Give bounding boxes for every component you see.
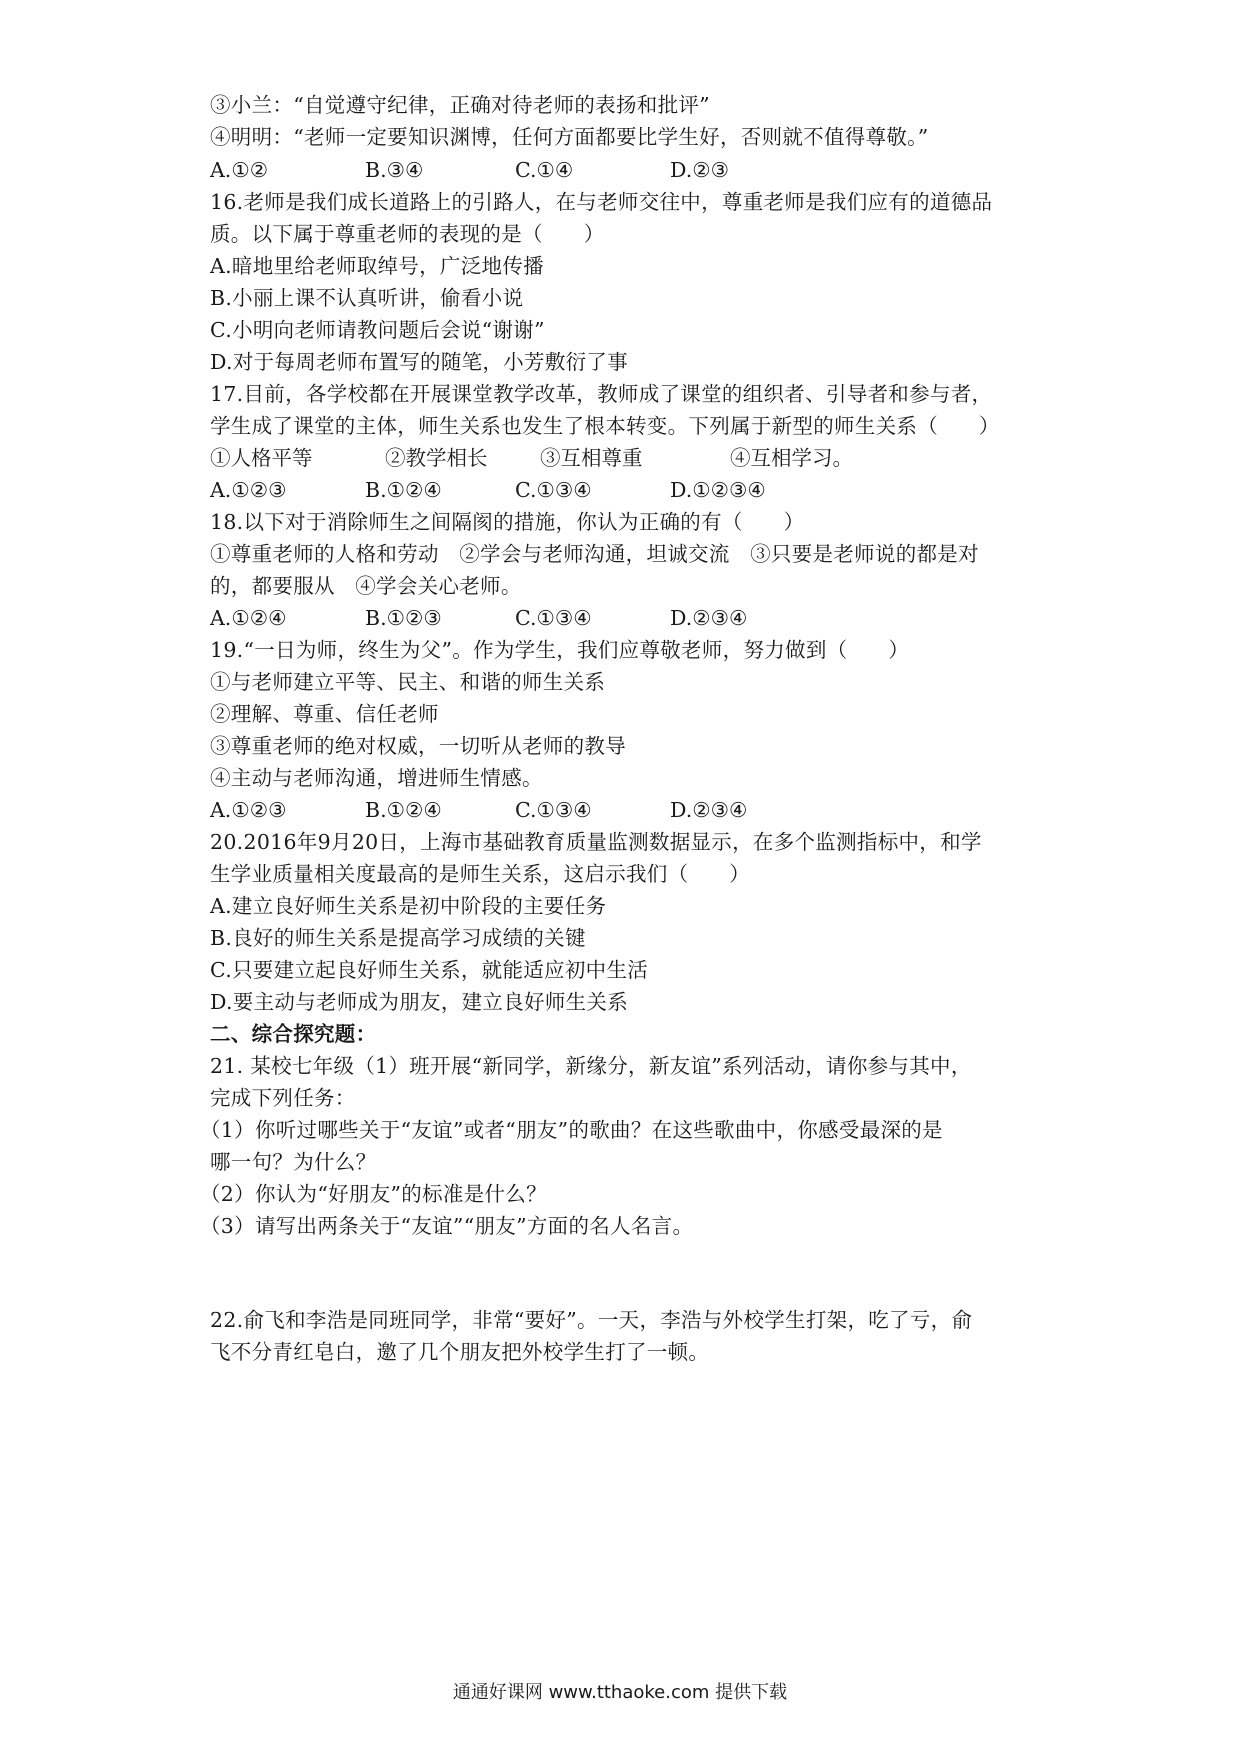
q18-items-line-1: ①尊重老师的人格和劳动 ②学会与老师沟通，坦诚交流 ③只要是老师说的都是对 [210, 542, 979, 566]
q17-stem-line-2: 学生成了课堂的主体，师生关系也发生了根本转变。下列属于新型的师生关系（ ） [210, 414, 1000, 438]
q18-items-line-2: 的，都要服从 ④学会关心老师。 [210, 574, 522, 598]
q15-option-d: D.②③ [670, 158, 729, 182]
section-2-heading: 二、综合探究题： [210, 1022, 377, 1046]
q20-stem-line-1: 20.2016年9月20日，上海市基础教育质量监测数据显示，在多个监测指标中，和学 [210, 830, 982, 854]
q15-item-3: ③小兰：“自觉遵守纪律，正确对待老师的表扬和批评” [210, 93, 710, 117]
q21-sub-1-line-1: （1）你听过哪些关于“友谊”或者“朋友”的歌曲？在这些歌曲中，你感受最深的是 [200, 1118, 943, 1142]
q15-item-4: ④明明：“老师一定要知识渊博，任何方面都要比学生好，否则就不值得尊敬。” [210, 125, 929, 149]
q17-item-4: ④互相学习。 [730, 446, 853, 470]
q18-option-c: C.①③④ [515, 606, 592, 630]
q18-option-b: B.①②③ [365, 606, 442, 630]
q21-sub-1-line-2: 哪一句？为什么？ [210, 1150, 377, 1174]
q19-option-d: D.②③④ [670, 798, 748, 822]
q19-item-3: ③尊重老师的绝对权威，一切听从老师的教导 [210, 734, 626, 758]
q18-stem: 18.以下对于消除师生之间隔阂的措施，你认为正确的有（ ） [210, 510, 805, 534]
q19-stem: 19.“一日为师，终生为父”。作为学生，我们应尊敬老师，努力做到（ ） [210, 638, 910, 662]
q20-option-a: A.建立良好师生关系是初中阶段的主要任务 [210, 894, 607, 918]
q17-stem-line-1: 17.目前，各学校都在开展课堂教学改革，教师成了课堂的组织者、引导者和参与者， [210, 382, 993, 406]
q19-item-2: ②理解、尊重、信任老师 [210, 702, 439, 726]
q17-item-1: ①人格平等 [210, 446, 313, 470]
q17-item-2: ②教学相长 [385, 446, 488, 470]
q18-option-d: D.②③④ [670, 606, 748, 630]
q21-sub-2: （2）你认为“好朋友”的标准是什么？ [200, 1182, 547, 1206]
q21-stem-line-1: 21. 某校七年级（1）班开展“新同学，新缘分，新友谊”系列活动，请你参与其中， [210, 1054, 972, 1078]
q15-option-a: A.①② [210, 158, 269, 182]
q15-option-c: C.①④ [515, 158, 574, 182]
q20-option-b: B.良好的师生关系是提高学习成绩的关键 [210, 926, 586, 950]
footer-download-note: 通通好课网 www.tthaoke.com 提供下载 [452, 1682, 788, 1703]
q22-line-1: 22.俞飞和李浩是同班同学，非常“要好”。一天，李浩与外校学生打架，吃了亏，俞 [210, 1308, 973, 1332]
q19-option-c: C.①③④ [515, 798, 592, 822]
q19-option-a: A.①②③ [210, 798, 287, 822]
q16-option-d: D.对于每周老师布置写的随笔，小芳敷衍了事 [210, 350, 629, 374]
q16-option-b: B.小丽上课不认真听讲，偷看小说 [210, 286, 524, 310]
q16-option-a: A.暗地里给老师取绰号，广泛地传播 [210, 254, 544, 278]
q17-option-a: A.①②③ [210, 478, 287, 502]
q19-item-4: ④主动与老师沟通，增进师生情感。 [210, 766, 543, 790]
q20-stem-line-2: 生学业质量相关度最高的是师生关系，这启示我们（ ） [210, 862, 751, 886]
q15-option-b: B.③④ [365, 158, 424, 182]
q16-option-c: C.小明向老师请教问题后会说“谢谢” [210, 318, 545, 342]
q17-option-d: D.①②③④ [670, 478, 766, 502]
q21-sub-3: （3）请写出两条关于“友谊”“朋友”方面的名人名言。 [200, 1214, 694, 1238]
q17-item-3: ③互相尊重 [540, 446, 643, 470]
q16-stem-line-1: 16.老师是我们成长道路上的引路人，在与老师交往中，尊重老师是我们应有的道德品 [210, 190, 993, 214]
q22-line-2: 飞不分青红皂白，邀了几个朋友把外校学生打了一顿。 [210, 1340, 710, 1364]
q16-stem-line-2: 质。以下属于尊重老师的表现的是（ ） [210, 222, 605, 246]
q17-option-c: C.①③④ [515, 478, 592, 502]
q21-stem-line-2: 完成下列任务： [210, 1086, 356, 1110]
q17-option-b: B.①②④ [365, 478, 442, 502]
q20-option-c: C.只要建立起良好师生关系，就能适应初中生活 [210, 958, 649, 982]
q19-item-1: ①与老师建立平等、民主、和谐的师生关系 [210, 670, 606, 694]
q19-option-b: B.①②④ [365, 798, 442, 822]
q18-option-a: A.①②④ [210, 606, 287, 630]
q20-option-d: D.要主动与老师成为朋友，建立良好师生关系 [210, 990, 629, 1014]
